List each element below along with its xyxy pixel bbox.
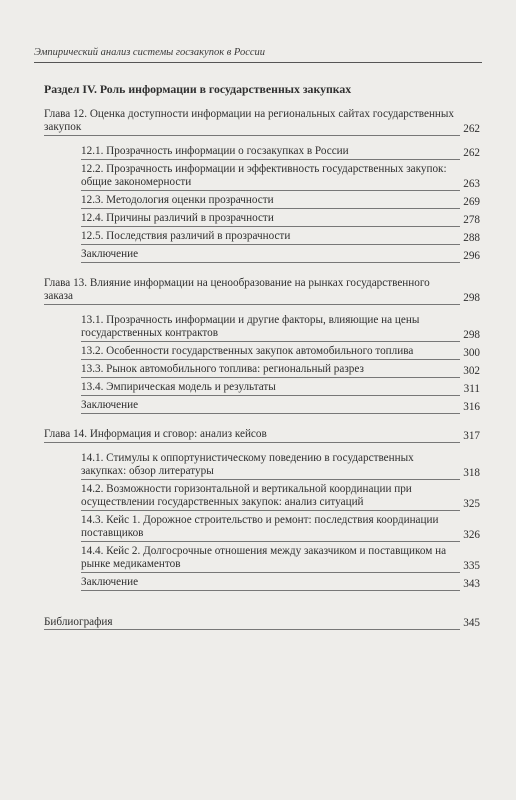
entry-title: 12.5. Последствия различий в прозрачности: [81, 230, 460, 245]
entry-title: Библиография: [44, 616, 460, 630]
toc-section-entry: [44, 399, 480, 414]
entry-title: 14.4. Кейс 2. Долгосрочные отношения между заказчиком и поставщиком на рынке медикаментов: [81, 545, 460, 573]
toc-section-entry: [44, 545, 480, 573]
entry-page-number: 262: [463, 123, 480, 135]
entry-title: 13.3. Рынок автомобильного топлива: региональный разрез: [81, 363, 460, 378]
toc-section-entry: [44, 314, 480, 342]
entry-title: 12.3. Методология оценки прозрачности: [81, 194, 460, 209]
entry-page-number: 311: [463, 383, 480, 395]
entry-page-number: 263: [463, 178, 480, 190]
toc-section-entry: [44, 381, 480, 396]
entry-page-number: 298: [463, 292, 480, 304]
entry-page-number: 318: [463, 467, 480, 479]
entry-page-number: 296: [463, 250, 480, 262]
entry-title: 14.3. Кейс 1. Дорожное строительство и ремонт: последствия координации поставщиков: [81, 514, 460, 542]
toc-section-entry: [44, 483, 480, 511]
toc-section-entry: [44, 194, 480, 209]
entry-page-number: 300: [463, 347, 480, 359]
entry-page-number: 278: [463, 214, 480, 226]
toc-section-entry: [44, 452, 480, 480]
entry-page-number: 317: [463, 430, 480, 442]
toc-bibliography-entry: [44, 616, 480, 630]
entry-page-number: 269: [463, 196, 480, 208]
entry-title: 12.1. Прозрачность информации о госзакупках в России: [81, 145, 460, 160]
entry-page-number: 298: [463, 329, 480, 341]
entry-title: 12.4. Причины различий в прозрачности: [81, 212, 460, 227]
toc-section-entry: [44, 163, 480, 191]
entry-page-number: 316: [463, 401, 480, 413]
toc-section-entry: [44, 230, 480, 245]
entry-title: Глава 12. Оценка доступности информации на региональных сайтах государственных закупок: [44, 108, 460, 136]
section-title: Раздел IV. Роль информации в государственных закупках: [44, 82, 352, 96]
entry-page-number: 345: [463, 617, 480, 629]
header-rule: [34, 62, 482, 63]
entry-page-number: 326: [463, 529, 480, 541]
entry-title: Заключение: [81, 576, 460, 591]
entry-title: 13.1. Прозрачность информации и другие факторы, влияющие на цены государственных контрактов: [81, 314, 460, 342]
toc-chapter-entry: [44, 108, 480, 136]
entry-title: 13.4. Эмпирическая модель и результаты: [81, 381, 460, 396]
entry-page-number: 262: [463, 147, 480, 159]
table-of-contents: [44, 83, 480, 633]
entry-title: Заключение: [81, 399, 460, 414]
toc-chapter-entry: [44, 277, 480, 305]
toc-chapter-entry: [44, 428, 480, 443]
entry-page-number: 335: [463, 560, 480, 572]
entry-title: 14.1. Стимулы к оппортунистическому поведению в государственных закупках: обзор литературы: [81, 452, 460, 480]
toc-section-entry: [44, 576, 480, 591]
entry-page-number: 288: [463, 232, 480, 244]
running-head: Эмпирический анализ системы госзакупок в России: [34, 47, 266, 58]
entry-title: Глава 14. Информация и сговор: анализ кейсов: [44, 428, 460, 443]
entry-page-number: 302: [463, 365, 480, 377]
entry-title: 12.2. Прозрачность информации и эффективность государственных закупок: общие закономерности: [81, 163, 460, 191]
entry-title: 13.2. Особенности государственных закупок автомобильного топлива: [81, 345, 460, 360]
entry-title: Глава 13. Влияние информации на ценообразование на рынках государственного заказа: [44, 277, 460, 305]
toc-section-entry: [44, 212, 480, 227]
toc-entries: [44, 108, 480, 630]
entry-page-number: 325: [463, 498, 480, 510]
toc-section-entry: [44, 345, 480, 360]
entry-title: 14.2. Возможности горизонтальной и вертикальной координации при осуществлении государственных закупок: анализ ситуаций: [81, 483, 460, 511]
toc-section-entry: [44, 363, 480, 378]
entry-page-number: 343: [463, 578, 480, 590]
entry-title: Заключение: [81, 248, 460, 263]
toc-section-entry: [44, 514, 480, 542]
toc-section-entry: [44, 248, 480, 263]
toc-section-entry: [44, 145, 480, 160]
